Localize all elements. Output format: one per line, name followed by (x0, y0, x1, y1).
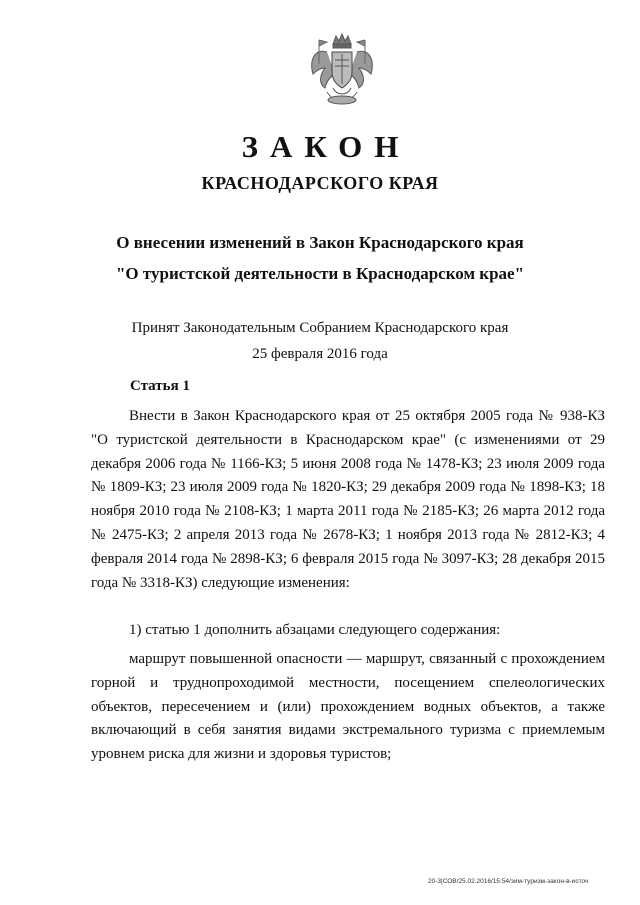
law-title-line-1: О внесении изменений в Закон Краснодарского края (116, 233, 524, 252)
article-paragraph: 1) статью 1 дополнить абзацами следующего содержания: (129, 622, 501, 638)
article-paragraph: Внести в Закон Краснодарского края от 25 октября 2005 года № 938-КЗ "О туристской деятельности в Краснодарском крае" (с изменениями от 29 декабря 2006 года № 1166-КЗ; 5 июня 2008 года № 1478-КЗ; 23 июля 2009 года № 1809-КЗ; 23 июля 2009 года № 1820-КЗ; 29 декабря 2009 года № 1898-КЗ; 18 ноября 2010 года № 2108-КЗ; 1 марта 2011 года № 2185-КЗ; 26 марта 2012 года № 2475-КЗ; 2 апреля 2013 года № 2678-КЗ; 1 ноября 2013 года № 2812-КЗ; 4 февраля 2014 года № 2898-КЗ; 6 февраля 2015 года № 3097-КЗ; 28 декабря 2015 года № 3318-КЗ) следующие изменения: (91, 408, 605, 591)
document-type-title: ЗАКОН (241, 129, 411, 164)
footer-file-stamp: 20-3|СОВ/25.02.2016/15:54/зим-туризм-закон-в-источ (428, 878, 589, 885)
adoption-date: 25 февраля 2016 года (252, 346, 388, 362)
law-title-line-2: "О туристской деятельности в Краснодарском крае" (115, 264, 525, 283)
article-paragraph: маршрут повышенной опасности — маршрут, связанный с прохождением горной и труднопроходимой местности, посещением спелеологических объектов, пересечением и (или) прохождением водных объектов, а также включающий в себя занятия видами экстремального туризма с приемлемым уровнем риска для жизни и здоровья туристов; (91, 651, 605, 763)
document-region-subtitle: КРАСНОДАРСКОГО КРАЯ (201, 173, 439, 193)
coat-of-arms-icon (297, 30, 387, 110)
adoption-statement: Принят Законодательным Собранием Краснодарского края (131, 320, 509, 336)
article-heading: Статья 1 (130, 378, 190, 394)
